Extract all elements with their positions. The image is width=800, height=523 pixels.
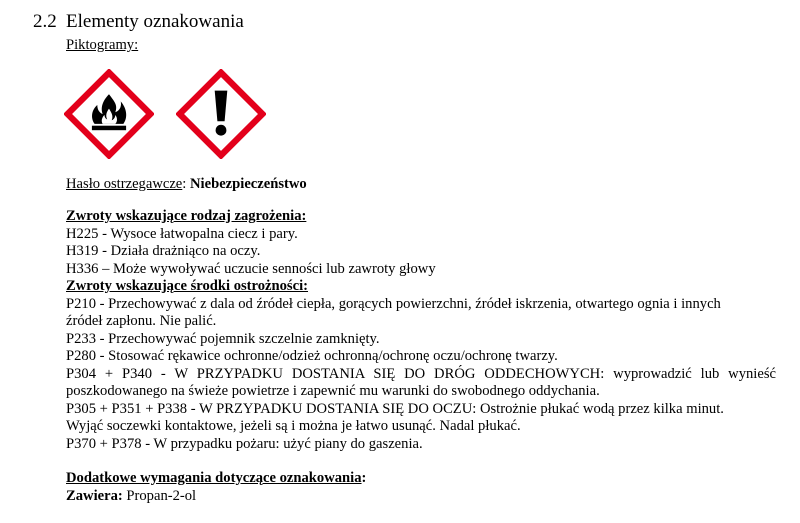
section-number: 2.2 [33, 11, 57, 32]
precautionary-line: P233 - Przechowywać pojemnik szczelnie zamknięty. [66, 330, 380, 347]
contains-value: Propan-2-ol [122, 487, 197, 504]
additional-heading: Dodatkowe wymagania dotyczące oznakowania [66, 470, 362, 486]
precautionary-line: P370 + P378 - W przypadku pożaru: użyć piany do gaszenia. [66, 435, 423, 452]
precautionary-line: poszkodowanego na świeże powietrze i zapewnić mu warunki do swobodnego oddychania. [66, 383, 600, 399]
flame-pictogram-icon [64, 69, 154, 159]
precautionary-line: P305 + P351 + P338 - W PRZYPADKU DOSTANIA SIĘ DO OCZU: Ostrożnie płukać wodą przez kilka minut. [66, 400, 724, 417]
precautionary-line: P304 + P340 - W PRZYPADKU DOSTANIA SIĘ DO DRÓG ODDECHOWYCH: wyprowadzić lub wynieść [66, 365, 776, 382]
precautionary-line: P280 - Stosować rękawice ochronne/odzież ochronną/ochronę oczu/ochronę twarzy. [66, 348, 558, 364]
additional-heading-row [66, 470, 366, 488]
precautionary-line: źródeł zapłonu. Nie palić. [66, 313, 217, 329]
signal-word-value: Niebezpieczeństwo [190, 176, 307, 192]
signal-word-label: Hasło ostrzegawcze [66, 176, 183, 192]
signal-word-separator: : [182, 176, 187, 192]
hazard-statement-h319: H319 - Działa drażniąco na oczy. [66, 243, 261, 259]
hazard-statement-h225: H225 - Wysoce łatwopalna ciecz i pary. [66, 225, 298, 242]
exclamation-pictogram-icon [176, 69, 266, 159]
precautionary-line: P210 - Przechowywać z dala od źródeł ciepła, gorących powierzchni, źródeł iskrzenia, otwartego ognia i innych [66, 295, 721, 312]
contains-row [66, 488, 196, 506]
precautionary-statements-heading: Zwroty wskazujące środki ostrożności: [66, 278, 309, 294]
contains-label: Zawiera: [66, 487, 123, 504]
hazard-statements-heading: Zwroty wskazujące rodzaj zagrożenia: [66, 208, 307, 224]
section-title: Elementy oznakowania [66, 11, 244, 32]
hazard-statement-h336: H336 – Może wywoływać uczucie senności lub zawroty głowy [66, 260, 436, 277]
signal-word-row [66, 176, 307, 194]
pictograms-label: Piktogramy: [66, 37, 139, 53]
precautionary-line: Wyjąć soczewki kontaktowe, jeżeli są i można je łatwo usunąć. Nadal płukać. [66, 418, 521, 434]
additional-heading-colon: : [361, 470, 367, 486]
